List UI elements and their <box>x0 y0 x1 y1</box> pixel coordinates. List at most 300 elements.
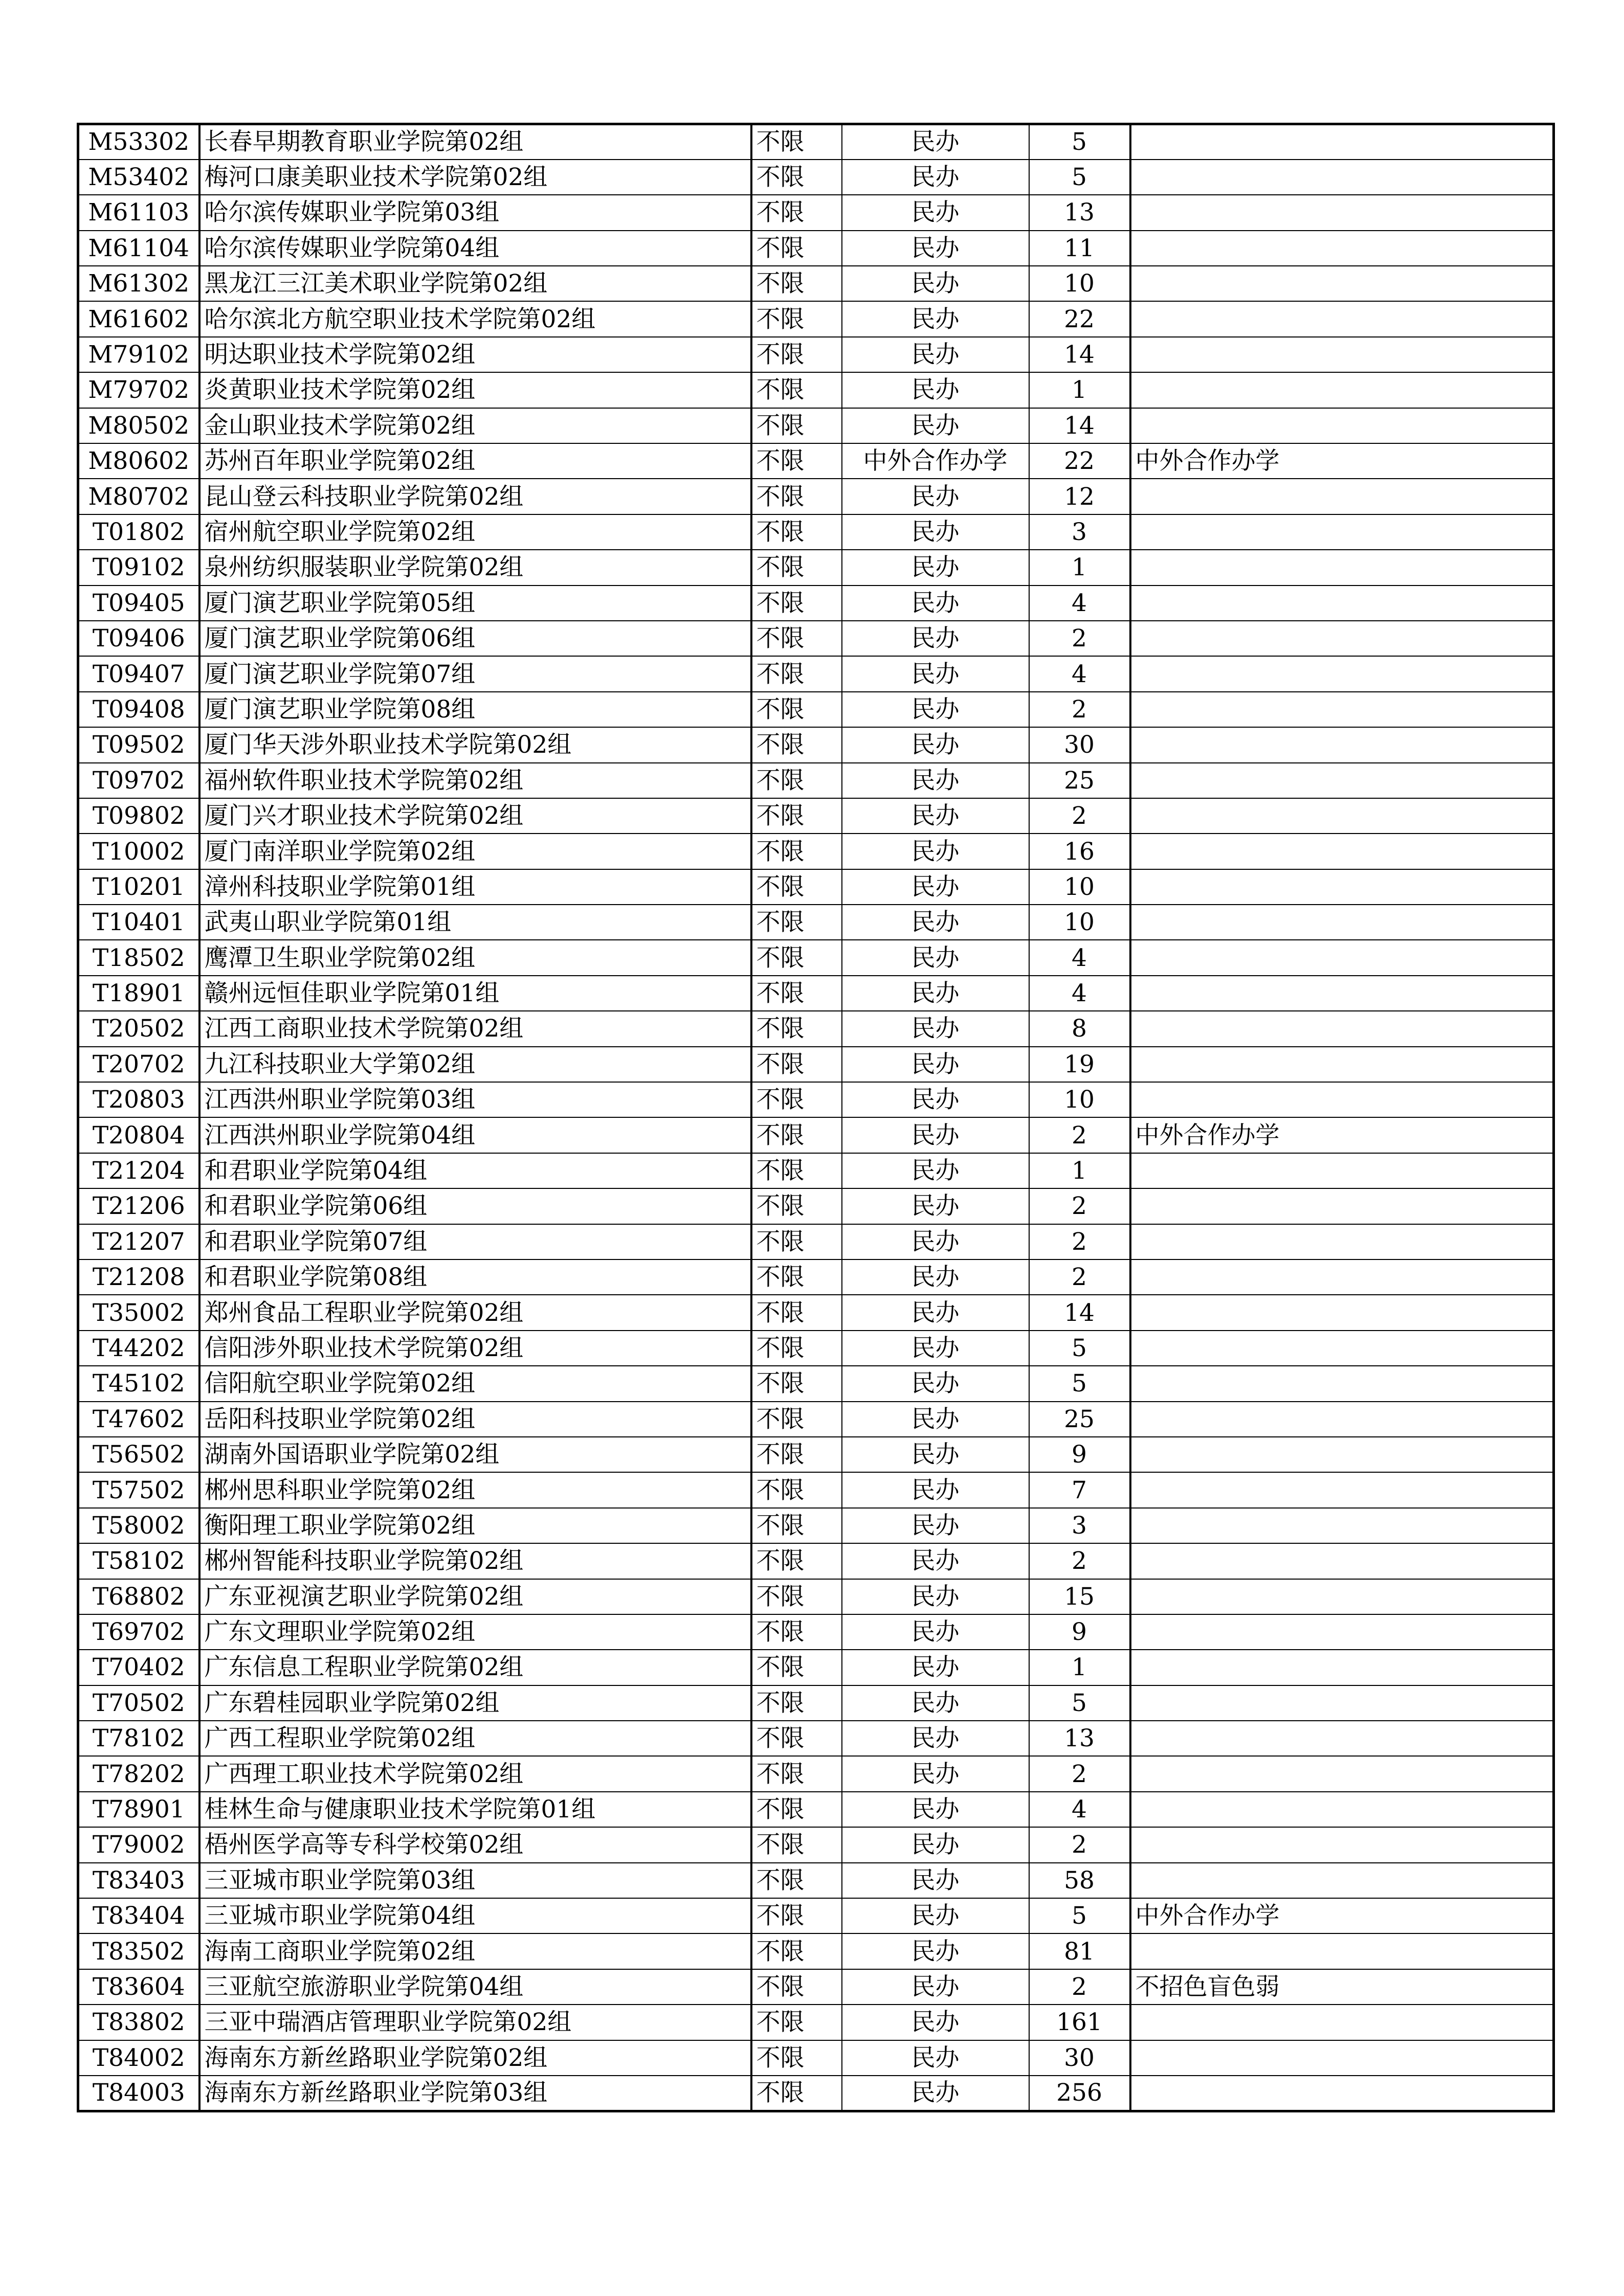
plan-count-cell: 256 <box>1029 2076 1130 2111</box>
school-type-cell: 民办 <box>842 1898 1029 1933</box>
table-row <box>78 195 1554 230</box>
plan-count-cell: 7 <box>1029 1472 1130 1507</box>
subject-requirement-cell: 不限 <box>751 656 842 691</box>
subject-requirement-cell: 不限 <box>751 869 842 905</box>
remark-cell <box>1130 798 1554 834</box>
remark-cell <box>1130 940 1554 975</box>
subject-requirement-cell: 不限 <box>751 1933 842 1969</box>
subject-requirement-cell: 不限 <box>751 124 842 160</box>
school-group-cell: 广东信息工程职业学院第02组 <box>199 1650 751 1685</box>
table-row <box>78 1402 1554 1437</box>
school-type-cell: 民办 <box>842 763 1029 798</box>
subject-requirement-cell: 不限 <box>751 1047 842 1082</box>
table-row <box>78 940 1554 975</box>
subject-requirement-cell: 不限 <box>751 1259 842 1295</box>
subject-requirement-cell: 不限 <box>751 443 842 479</box>
subject-requirement-cell: 不限 <box>751 586 842 621</box>
group-code-cell: T84003 <box>78 2076 199 2111</box>
group-code-cell: T10201 <box>78 869 199 905</box>
remark-cell <box>1130 1153 1554 1188</box>
plan-count-cell: 10 <box>1029 266 1130 301</box>
table-row <box>78 905 1554 940</box>
table-row <box>78 1224 1554 1259</box>
school-type-cell: 民办 <box>842 337 1029 372</box>
table-row <box>78 1756 1554 1791</box>
school-group-cell: 宿州航空职业学院第02组 <box>199 514 751 550</box>
remark-cell <box>1130 1721 1554 1756</box>
subject-requirement-cell: 不限 <box>751 1685 842 1721</box>
subject-requirement-cell: 不限 <box>751 1756 842 1791</box>
group-code-cell: T20702 <box>78 1047 199 1082</box>
subject-requirement-cell: 不限 <box>751 1295 842 1330</box>
plan-count-cell: 10 <box>1029 1082 1130 1117</box>
school-group-cell: 海南东方新丝路职业学院第02组 <box>199 2040 751 2076</box>
school-group-cell: 九江科技职业大学第02组 <box>199 1047 751 1082</box>
subject-requirement-cell: 不限 <box>751 1898 842 1933</box>
plan-count-cell: 2 <box>1029 1259 1130 1295</box>
subject-requirement-cell: 不限 <box>751 1472 842 1507</box>
school-group-cell: 武夷山职业学院第01组 <box>199 905 751 940</box>
school-type-cell: 民办 <box>842 1331 1029 1366</box>
group-code-cell: T84002 <box>78 2040 199 2076</box>
school-type-cell: 民办 <box>842 727 1029 762</box>
plan-count-cell: 19 <box>1029 1047 1130 1082</box>
group-code-cell: M80702 <box>78 479 199 514</box>
plan-count-cell: 13 <box>1029 1721 1130 1756</box>
school-type-cell: 民办 <box>842 1259 1029 1295</box>
plan-count-cell: 11 <box>1029 231 1130 266</box>
plan-count-cell: 9 <box>1029 1614 1130 1650</box>
group-code-cell: T70402 <box>78 1650 199 1685</box>
table-row <box>78 1969 1554 2005</box>
plan-count-cell: 2 <box>1029 1969 1130 2005</box>
group-code-cell: T44202 <box>78 1331 199 1366</box>
group-code-cell: M61104 <box>78 231 199 266</box>
school-type-cell: 民办 <box>842 1508 1029 1543</box>
subject-requirement-cell: 不限 <box>751 976 842 1011</box>
subject-requirement-cell: 不限 <box>751 905 842 940</box>
subject-requirement-cell: 不限 <box>751 1224 842 1259</box>
school-type-cell: 民办 <box>842 2005 1029 2040</box>
school-group-cell: 郴州思科职业学院第02组 <box>199 1472 751 1507</box>
subject-requirement-cell: 不限 <box>751 1650 842 1685</box>
table-row <box>78 301 1554 336</box>
remark-cell <box>1130 266 1554 301</box>
table-row <box>78 976 1554 1011</box>
plan-count-cell: 5 <box>1029 1898 1130 1933</box>
table-row <box>78 586 1554 621</box>
school-type-cell: 民办 <box>842 1047 1029 1082</box>
school-type-cell: 民办 <box>842 1933 1029 1969</box>
group-code-cell: T09502 <box>78 727 199 762</box>
subject-requirement-cell: 不限 <box>751 940 842 975</box>
school-type-cell: 民办 <box>842 514 1029 550</box>
school-group-cell: 厦门演艺职业学院第05组 <box>199 586 751 621</box>
school-type-cell: 民办 <box>842 1969 1029 2005</box>
remark-cell <box>1130 1437 1554 1472</box>
school-type-cell: 中外合作办学 <box>842 443 1029 479</box>
school-type-cell: 民办 <box>842 1614 1029 1650</box>
remark-cell <box>1130 1224 1554 1259</box>
school-group-cell: 桂林生命与健康职业技术学院第01组 <box>199 1792 751 1827</box>
school-group-cell: 三亚城市职业学院第03组 <box>199 1863 751 1898</box>
school-type-cell: 民办 <box>842 940 1029 975</box>
table-row <box>78 231 1554 266</box>
school-group-cell: 和君职业学院第08组 <box>199 1259 751 1295</box>
remark-cell <box>1130 1366 1554 1401</box>
plan-count-cell: 22 <box>1029 301 1130 336</box>
remark-cell <box>1130 1827 1554 1862</box>
remark-cell <box>1130 372 1554 408</box>
group-code-cell: T68802 <box>78 1579 199 1614</box>
group-code-cell: T58002 <box>78 1508 199 1543</box>
subject-requirement-cell: 不限 <box>751 1082 842 1117</box>
table-row <box>78 1614 1554 1650</box>
plan-count-cell: 2 <box>1029 692 1130 727</box>
remark-cell <box>1130 1756 1554 1791</box>
school-type-cell: 民办 <box>842 1366 1029 1401</box>
remark-cell <box>1130 1259 1554 1295</box>
plan-count-cell: 2 <box>1029 1827 1130 1862</box>
group-code-cell: T20803 <box>78 1082 199 1117</box>
table-row <box>78 869 1554 905</box>
school-type-cell: 民办 <box>842 976 1029 1011</box>
school-type-cell: 民办 <box>842 479 1029 514</box>
table-row <box>78 1295 1554 1330</box>
plan-count-cell: 10 <box>1029 905 1130 940</box>
plan-count-cell: 5 <box>1029 1331 1130 1366</box>
subject-requirement-cell: 不限 <box>751 266 842 301</box>
subject-requirement-cell: 不限 <box>751 834 842 869</box>
school-type-cell: 民办 <box>842 1188 1029 1224</box>
table-row <box>78 479 1554 514</box>
remark-cell <box>1130 1082 1554 1117</box>
school-type-cell: 民办 <box>842 301 1029 336</box>
remark-cell <box>1130 1685 1554 1721</box>
plan-count-cell: 30 <box>1029 2040 1130 2076</box>
table-row <box>78 160 1554 195</box>
plan-count-cell: 1 <box>1029 372 1130 408</box>
remark-cell <box>1130 1331 1554 1366</box>
remark-cell <box>1130 586 1554 621</box>
table-row <box>78 1437 1554 1472</box>
plan-count-cell: 161 <box>1029 2005 1130 2040</box>
school-type-cell: 民办 <box>842 408 1029 443</box>
table-row <box>78 727 1554 762</box>
plan-count-cell: 5 <box>1029 124 1130 160</box>
subject-requirement-cell: 不限 <box>751 1969 842 2005</box>
table-row <box>78 1898 1554 1933</box>
subject-requirement-cell: 不限 <box>751 1402 842 1437</box>
subject-requirement-cell: 不限 <box>751 479 842 514</box>
group-code-cell: T79002 <box>78 1827 199 1862</box>
group-code-cell: T18901 <box>78 976 199 1011</box>
group-code-cell: T78202 <box>78 1756 199 1791</box>
remark-cell <box>1130 976 1554 1011</box>
school-type-cell: 民办 <box>842 869 1029 905</box>
school-group-cell: 衡阳理工职业学院第02组 <box>199 1508 751 1543</box>
table-row <box>78 1366 1554 1401</box>
subject-requirement-cell: 不限 <box>751 1543 842 1579</box>
table-row <box>78 408 1554 443</box>
school-group-cell: 哈尔滨传媒职业学院第03组 <box>199 195 751 230</box>
remark-cell <box>1130 1188 1554 1224</box>
table-row <box>78 1685 1554 1721</box>
school-group-cell: 泉州纺织服装职业学院第02组 <box>199 550 751 585</box>
remark-cell <box>1130 869 1554 905</box>
school-type-cell: 民办 <box>842 231 1029 266</box>
remark-cell <box>1130 656 1554 691</box>
school-group-cell: 厦门兴才职业技术学院第02组 <box>199 798 751 834</box>
plan-count-cell: 2 <box>1029 1224 1130 1259</box>
table-row <box>78 1650 1554 1685</box>
school-type-cell: 民办 <box>842 1579 1029 1614</box>
school-type-cell: 民办 <box>842 1437 1029 1472</box>
group-code-cell: T47602 <box>78 1402 199 1437</box>
plan-count-cell: 5 <box>1029 160 1130 195</box>
remark-cell <box>1130 301 1554 336</box>
remark-cell <box>1130 514 1554 550</box>
school-type-cell: 民办 <box>842 1721 1029 1756</box>
school-group-cell: 金山职业技术学院第02组 <box>199 408 751 443</box>
school-type-cell: 民办 <box>842 2040 1029 2076</box>
school-group-cell: 江西工商职业技术学院第02组 <box>199 1011 751 1046</box>
school-type-cell: 民办 <box>842 1082 1029 1117</box>
plan-count-cell: 2 <box>1029 1756 1130 1791</box>
school-group-cell: 郴州智能科技职业学院第02组 <box>199 1543 751 1579</box>
remark-cell <box>1130 1402 1554 1437</box>
school-type-cell: 民办 <box>842 1685 1029 1721</box>
school-group-cell: 苏州百年职业学院第02组 <box>199 443 751 479</box>
plan-count-cell: 4 <box>1029 656 1130 691</box>
remark-cell <box>1130 124 1554 160</box>
school-group-cell: 广西理工职业技术学院第02组 <box>199 1756 751 1791</box>
remark-cell <box>1130 1650 1554 1685</box>
plan-count-cell: 2 <box>1029 798 1130 834</box>
remark-cell <box>1130 834 1554 869</box>
school-type-cell: 民办 <box>842 372 1029 408</box>
table-row <box>78 656 1554 691</box>
plan-count-cell: 2 <box>1029 621 1130 656</box>
table-body <box>78 124 1554 2111</box>
group-code-cell: T78901 <box>78 1792 199 1827</box>
group-code-cell: T58102 <box>78 1543 199 1579</box>
subject-requirement-cell: 不限 <box>751 2040 842 2076</box>
school-group-cell: 厦门南洋职业学院第02组 <box>199 834 751 869</box>
school-type-cell: 民办 <box>842 1117 1029 1153</box>
group-code-cell: M53302 <box>78 124 199 160</box>
table-row <box>78 1082 1554 1117</box>
remark-cell <box>1130 160 1554 195</box>
plan-count-cell: 15 <box>1029 1579 1130 1614</box>
plan-count-cell: 14 <box>1029 337 1130 372</box>
school-type-cell: 民办 <box>842 621 1029 656</box>
school-type-cell: 民办 <box>842 834 1029 869</box>
table-row <box>78 2005 1554 2040</box>
school-group-cell: 和君职业学院第04组 <box>199 1153 751 1188</box>
subject-requirement-cell: 不限 <box>751 1153 842 1188</box>
plan-count-cell: 14 <box>1029 408 1130 443</box>
group-code-cell: T83604 <box>78 1969 199 2005</box>
group-code-cell: T09102 <box>78 550 199 585</box>
group-code-cell: T35002 <box>78 1295 199 1330</box>
subject-requirement-cell: 不限 <box>751 1331 842 1366</box>
subject-requirement-cell: 不限 <box>751 514 842 550</box>
remark-cell <box>1130 2040 1554 2076</box>
subject-requirement-cell: 不限 <box>751 195 842 230</box>
plan-count-cell: 16 <box>1029 834 1130 869</box>
plan-count-cell: 14 <box>1029 1295 1130 1330</box>
table-row <box>78 1933 1554 1969</box>
admissions-table <box>77 123 1555 2112</box>
table-row <box>78 1472 1554 1507</box>
group-code-cell: T20502 <box>78 1011 199 1046</box>
remark-cell <box>1130 1508 1554 1543</box>
remark-cell <box>1130 692 1554 727</box>
school-group-cell: 厦门演艺职业学院第06组 <box>199 621 751 656</box>
subject-requirement-cell: 不限 <box>751 1721 842 1756</box>
remark-cell <box>1130 231 1554 266</box>
school-group-cell: 三亚航空旅游职业学院第04组 <box>199 1969 751 2005</box>
school-type-cell: 民办 <box>842 2076 1029 2111</box>
school-type-cell: 民办 <box>842 798 1029 834</box>
school-type-cell: 民办 <box>842 195 1029 230</box>
plan-count-cell: 4 <box>1029 976 1130 1011</box>
subject-requirement-cell: 不限 <box>751 1437 842 1472</box>
school-group-cell: 厦门演艺职业学院第08组 <box>199 692 751 727</box>
group-code-cell: T01802 <box>78 514 199 550</box>
subject-requirement-cell: 不限 <box>751 160 842 195</box>
school-group-cell: 广东文理职业学院第02组 <box>199 1614 751 1650</box>
subject-requirement-cell: 不限 <box>751 798 842 834</box>
group-code-cell: T09405 <box>78 586 199 621</box>
remark-cell: 中外合作办学 <box>1130 443 1554 479</box>
table-row <box>78 1259 1554 1295</box>
table-row <box>78 1721 1554 1756</box>
subject-requirement-cell: 不限 <box>751 550 842 585</box>
remark-cell <box>1130 2005 1554 2040</box>
subject-requirement-cell: 不限 <box>751 621 842 656</box>
plan-count-cell: 1 <box>1029 1650 1130 1685</box>
school-group-cell: 海南东方新丝路职业学院第03组 <box>199 2076 751 2111</box>
school-type-cell: 民办 <box>842 586 1029 621</box>
school-type-cell: 民办 <box>842 1650 1029 1685</box>
school-group-cell: 海南工商职业学院第02组 <box>199 1933 751 1969</box>
plan-count-cell: 2 <box>1029 1117 1130 1153</box>
table-row <box>78 550 1554 585</box>
school-type-cell: 民办 <box>842 1472 1029 1507</box>
remark-cell <box>1130 1579 1554 1614</box>
table-row <box>78 1508 1554 1543</box>
school-group-cell: 昆山登云科技职业学院第02组 <box>199 479 751 514</box>
subject-requirement-cell: 不限 <box>751 1614 842 1650</box>
plan-count-cell: 2 <box>1029 1188 1130 1224</box>
plan-count-cell: 9 <box>1029 1437 1130 1472</box>
school-type-cell: 民办 <box>842 124 1029 160</box>
group-code-cell: M79702 <box>78 372 199 408</box>
table-row <box>78 2076 1554 2111</box>
school-type-cell: 民办 <box>842 656 1029 691</box>
plan-count-cell: 25 <box>1029 1402 1130 1437</box>
subject-requirement-cell: 不限 <box>751 1117 842 1153</box>
remark-cell <box>1130 621 1554 656</box>
group-code-cell: T83502 <box>78 1933 199 1969</box>
plan-count-cell: 25 <box>1029 763 1130 798</box>
remark-cell <box>1130 1614 1554 1650</box>
group-code-cell: T69702 <box>78 1614 199 1650</box>
school-group-cell: 长春早期教育职业学院第02组 <box>199 124 751 160</box>
subject-requirement-cell: 不限 <box>751 301 842 336</box>
table-row <box>78 443 1554 479</box>
group-code-cell: M61103 <box>78 195 199 230</box>
table-row <box>78 1117 1554 1153</box>
group-code-cell: M80502 <box>78 408 199 443</box>
remark-cell <box>1130 1472 1554 1507</box>
plan-count-cell: 58 <box>1029 1863 1130 1898</box>
group-code-cell: T09408 <box>78 692 199 727</box>
remark-cell <box>1130 1047 1554 1082</box>
group-code-cell: T10401 <box>78 905 199 940</box>
school-group-cell: 明达职业技术学院第02组 <box>199 337 751 372</box>
plan-count-cell: 3 <box>1029 1508 1130 1543</box>
subject-requirement-cell: 不限 <box>751 372 842 408</box>
plan-count-cell: 3 <box>1029 514 1130 550</box>
school-group-cell: 广东碧桂园职业学院第02组 <box>199 1685 751 1721</box>
plan-count-cell: 1 <box>1029 1153 1130 1188</box>
school-group-cell: 哈尔滨传媒职业学院第04组 <box>199 231 751 266</box>
subject-requirement-cell: 不限 <box>751 231 842 266</box>
table-row <box>78 763 1554 798</box>
remark-cell <box>1130 905 1554 940</box>
school-group-cell: 岳阳科技职业学院第02组 <box>199 1402 751 1437</box>
table-row <box>78 1047 1554 1082</box>
subject-requirement-cell: 不限 <box>751 1188 842 1224</box>
subject-requirement-cell: 不限 <box>751 1579 842 1614</box>
table-row <box>78 1153 1554 1188</box>
plan-count-cell: 30 <box>1029 727 1130 762</box>
subject-requirement-cell: 不限 <box>751 2005 842 2040</box>
table-row <box>78 1579 1554 1614</box>
group-code-cell: M80602 <box>78 443 199 479</box>
group-code-cell: T21207 <box>78 1224 199 1259</box>
plan-count-cell: 8 <box>1029 1011 1130 1046</box>
school-group-cell: 江西洪州职业学院第04组 <box>199 1117 751 1153</box>
plan-count-cell: 5 <box>1029 1366 1130 1401</box>
group-code-cell: T21206 <box>78 1188 199 1224</box>
school-group-cell: 郑州食品工程职业学院第02组 <box>199 1295 751 1330</box>
plan-count-cell: 13 <box>1029 195 1130 230</box>
group-code-cell: M61602 <box>78 301 199 336</box>
school-type-cell: 民办 <box>842 1224 1029 1259</box>
plan-count-cell: 4 <box>1029 940 1130 975</box>
remark-cell <box>1130 1543 1554 1579</box>
group-code-cell: T10002 <box>78 834 199 869</box>
school-group-cell: 梅河口康美职业技术学院第02组 <box>199 160 751 195</box>
table-row <box>78 2040 1554 2076</box>
subject-requirement-cell: 不限 <box>751 1366 842 1401</box>
school-type-cell: 民办 <box>842 692 1029 727</box>
school-type-cell: 民办 <box>842 905 1029 940</box>
plan-count-cell: 2 <box>1029 1543 1130 1579</box>
remark-cell <box>1130 727 1554 762</box>
school-group-cell: 厦门演艺职业学院第07组 <box>199 656 751 691</box>
plan-count-cell: 4 <box>1029 586 1130 621</box>
group-code-cell: T21208 <box>78 1259 199 1295</box>
group-code-cell: T21204 <box>78 1153 199 1188</box>
subject-requirement-cell: 不限 <box>751 2076 842 2111</box>
group-code-cell: M79102 <box>78 337 199 372</box>
school-group-cell: 哈尔滨北方航空职业技术学院第02组 <box>199 301 751 336</box>
